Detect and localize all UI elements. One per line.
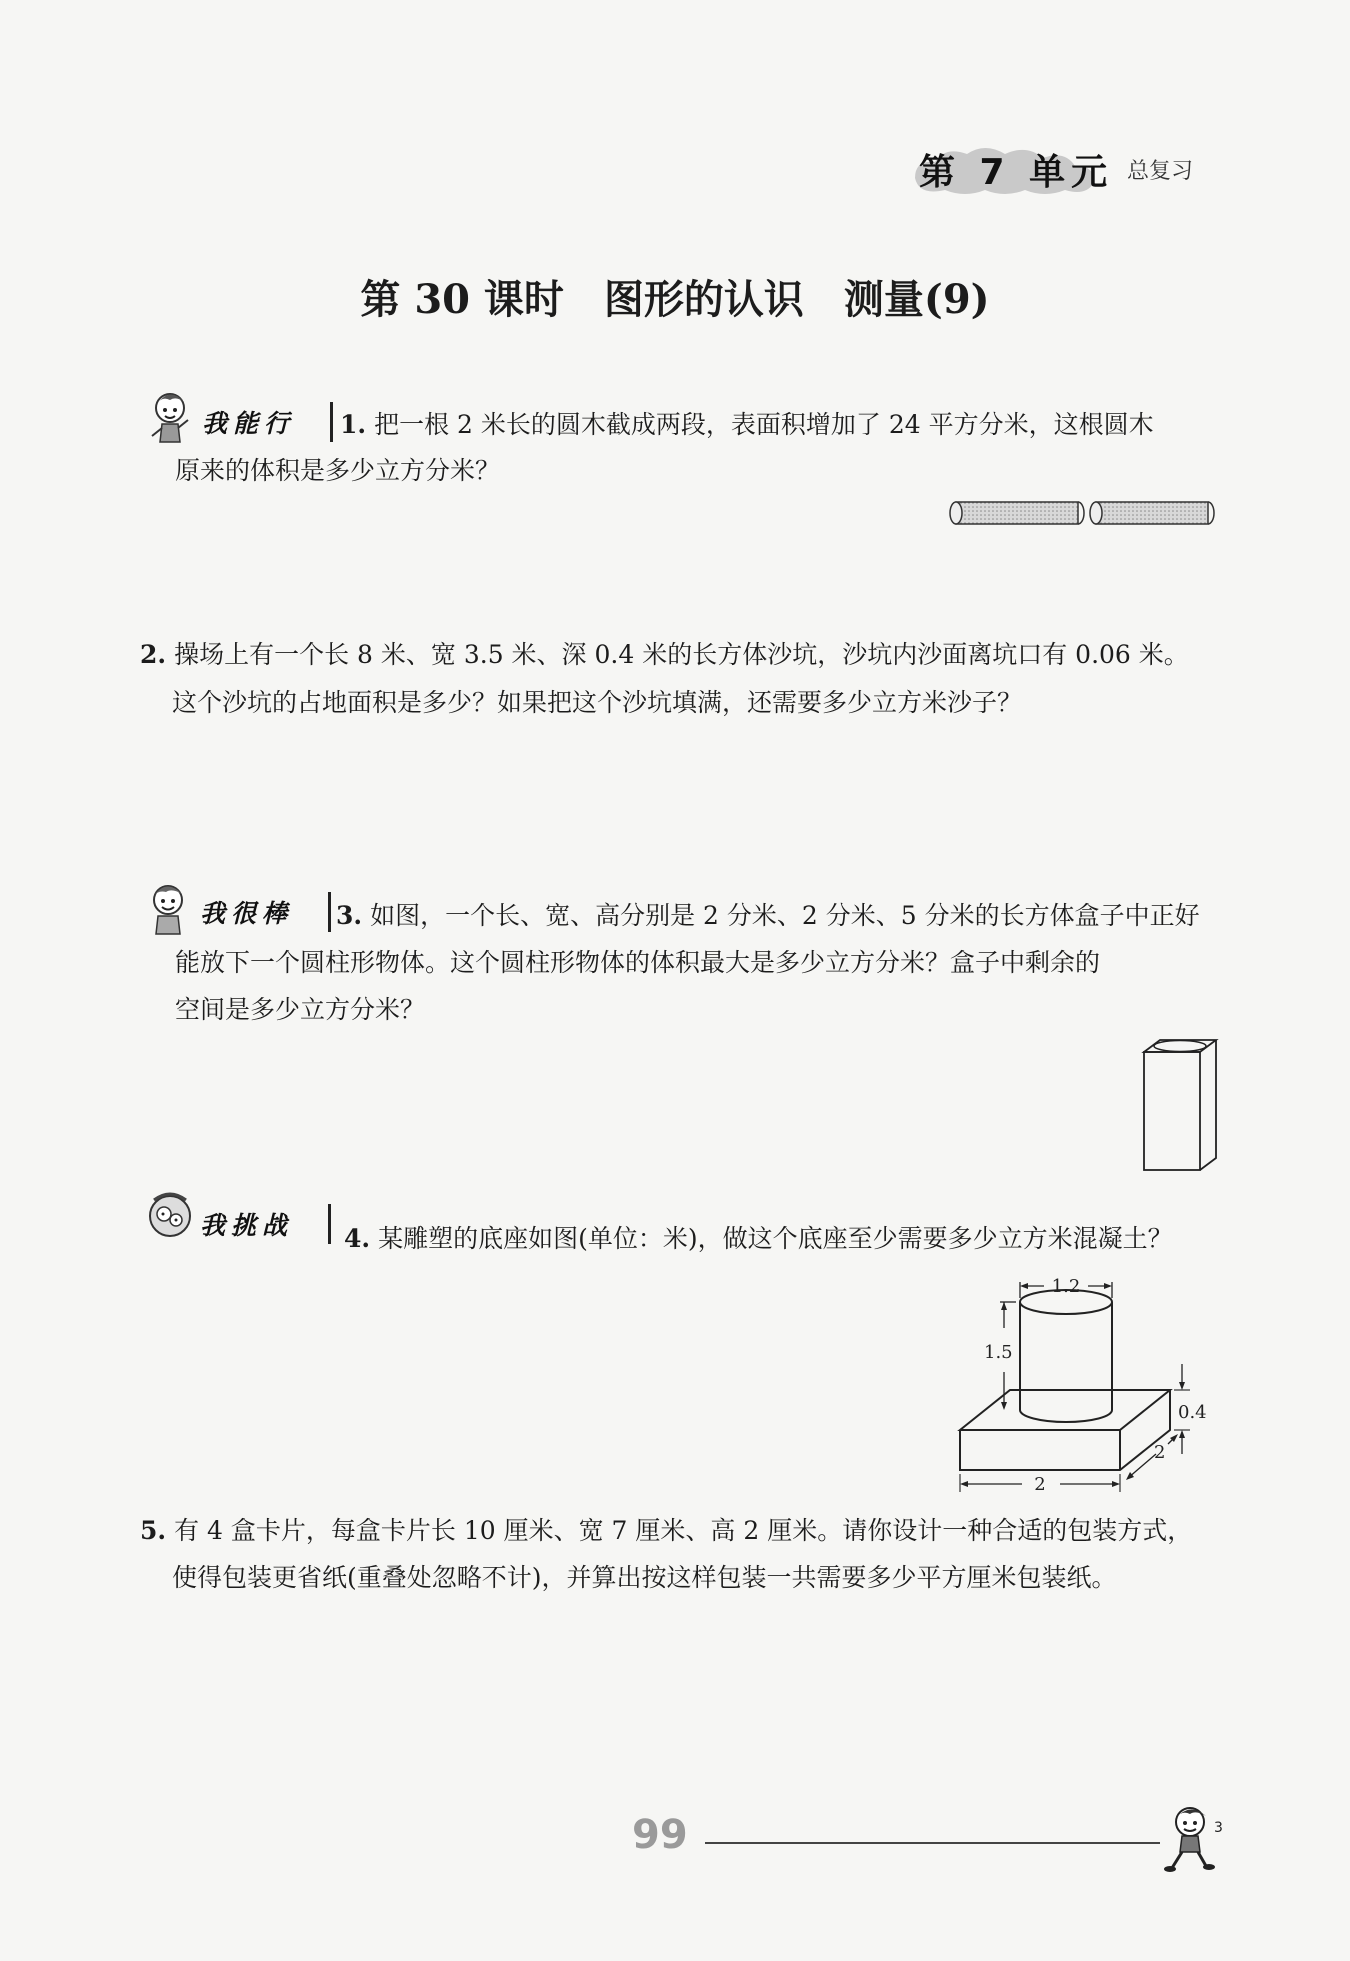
lesson-title: 第 30 课时 图形的认识 测量(9) (360, 276, 990, 323)
unit-title: 第 7 单元 (919, 152, 1114, 193)
base-width-label: 2 (1034, 1474, 1046, 1495)
question-3 (336, 893, 1200, 938)
mascot-icon (146, 878, 194, 940)
question-1 (340, 402, 1154, 447)
section-label: 我能行 (202, 409, 296, 438)
question-3-cont: 能放下一个圆柱形物体。这个圆柱形物体的体积最大是多少立方分米？盒子中剩余的 (175, 948, 1101, 977)
running-mascot-icon (1160, 1802, 1230, 1874)
sculpture-base-figure (950, 1268, 1230, 1500)
unit-header (905, 138, 1225, 198)
question-text: 某雕塑的底座如图(单位：米)，做这个底座至少需要多少立方米混凝土？ (378, 1224, 1173, 1253)
base-depth-label: 2 (1154, 1442, 1166, 1463)
log-pieces-icon (948, 498, 1218, 530)
section-badge-2 (146, 878, 346, 940)
footer-rule (705, 1842, 1160, 1844)
cyl-diameter-label: 1.2 (1051, 1276, 1081, 1297)
logs-figure (948, 498, 1218, 530)
section-label: 我很棒 (200, 899, 294, 928)
question-text: 把一根 2 米长的圆木截成两段，表面积增加了 24 平方分米，这根圆木 (374, 410, 1154, 439)
question-text: 有 4 盒卡片，每盒卡片长 10 厘米、宽 7 厘米、高 2 厘米。请你设计一种合适的包装方式， (174, 1516, 1193, 1545)
question-1-cont: 原来的体积是多少立方分米？ (175, 456, 501, 485)
mascot-icon (148, 388, 196, 450)
box-figure (1140, 1038, 1220, 1174)
question-5-cont: 使得包装更省纸(重叠处忽略不计)，并算出按这样包装一共需要多少平方厘米包装纸。 (172, 1563, 1117, 1592)
cyl-height-label: 1.5 (984, 1342, 1013, 1363)
question-number: 2. (140, 640, 167, 669)
question-number: 3. (336, 901, 363, 930)
question-text: 操场上有一个长 8 米、宽 3.5 米、深 0.4 米的长方体沙坑，沙坑内沙面离坑口有 0.06 米。 (174, 640, 1189, 669)
mascot-icon (146, 1190, 194, 1252)
section-badge-3 (146, 1190, 346, 1252)
section-badge-1 (148, 388, 348, 450)
question-2-cont: 这个沙坑的占地面积是多少？如果把这个沙坑填满，还需要多少立方米沙子？ (172, 688, 1023, 717)
question-4 (344, 1216, 1173, 1261)
box-cylinder-diagram (1140, 1038, 1220, 1174)
question-number: 4. (344, 1224, 371, 1253)
question-5 (140, 1508, 1192, 1553)
page-number: 99 (632, 1812, 688, 1858)
svg-text:3: 3 (1214, 1820, 1223, 1836)
question-text: 如图，一个长、宽、高分别是 2 分米、2 分米、5 分米的长方体盒子中正好 (370, 901, 1200, 930)
sculpture-base-diagram (950, 1268, 1230, 1500)
base-height-label: 0.4 (1178, 1402, 1207, 1423)
unit-subtitle: 总复习 (1127, 159, 1194, 184)
question-3-cont2: 空间是多少立方分米？ (175, 995, 426, 1024)
question-2 (140, 632, 1189, 677)
question-number: 5. (140, 1516, 167, 1545)
question-number: 1. (340, 410, 367, 439)
section-label: 我挑战 (200, 1211, 294, 1240)
footer-mascot (1160, 1802, 1230, 1878)
